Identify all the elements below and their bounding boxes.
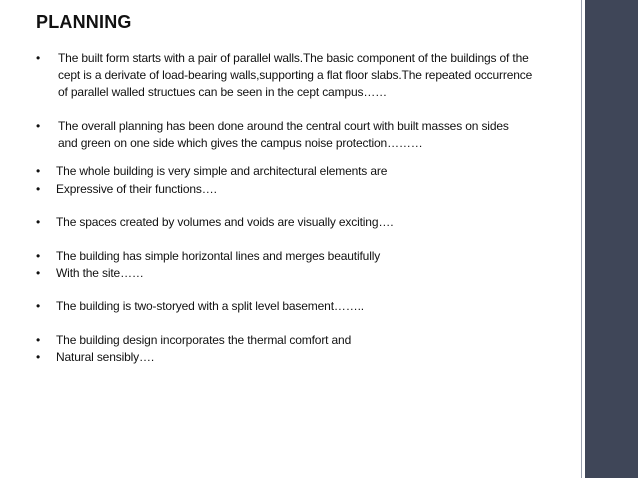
bullet-dot: •	[36, 119, 41, 133]
bullet-dot: •	[36, 350, 41, 364]
bullet-text: With the site……	[56, 266, 144, 280]
bullet-text: The whole building is very simple and architectural elements are	[56, 164, 388, 178]
bullet-line: The overall planning has been done around the central court with built masses on sides	[58, 119, 509, 133]
bullet-dot: •	[36, 215, 41, 229]
sidebar-divider	[581, 0, 582, 478]
bullet-line: and green on one side which gives the campus noise protection………	[58, 136, 423, 150]
bullet-dot: •	[36, 249, 41, 263]
bullet-line: cept is a derivate of load-bearing walls,supporting a flat floor slabs.The repeated occurrence	[58, 68, 533, 82]
slide-title: PLANNING	[36, 12, 132, 32]
bullet-text: The building has simple horizontal lines and merges beautifully	[56, 249, 381, 263]
bullet-text: The building design incorporates the thermal comfort and	[56, 333, 352, 347]
bullet-dot: •	[36, 299, 41, 313]
bullet-line: of parallel walled structues can be seen in the cept campus……	[58, 85, 388, 99]
bullet-dot: •	[36, 266, 41, 280]
bullet-line: The built form starts with a pair of parallel walls.The basic component of the buildings of the	[58, 51, 529, 65]
accent-sidebar	[585, 0, 638, 478]
bullet-text: Expressive of their functions….	[56, 182, 217, 196]
bullet-text: The spaces created by volumes and voids are visually exciting….	[56, 215, 394, 229]
bullet-dot: •	[36, 164, 41, 178]
bullet-text	[58, 118, 509, 152]
bullet-text: Natural sensibly….	[56, 350, 155, 364]
bullet-dot: •	[36, 333, 41, 347]
bullet-dot: •	[36, 182, 41, 196]
bullet-text	[58, 50, 532, 101]
bullet-text: The building is two-storyed with a split level basement……..	[56, 299, 364, 313]
bullet-dot: •	[36, 51, 41, 65]
